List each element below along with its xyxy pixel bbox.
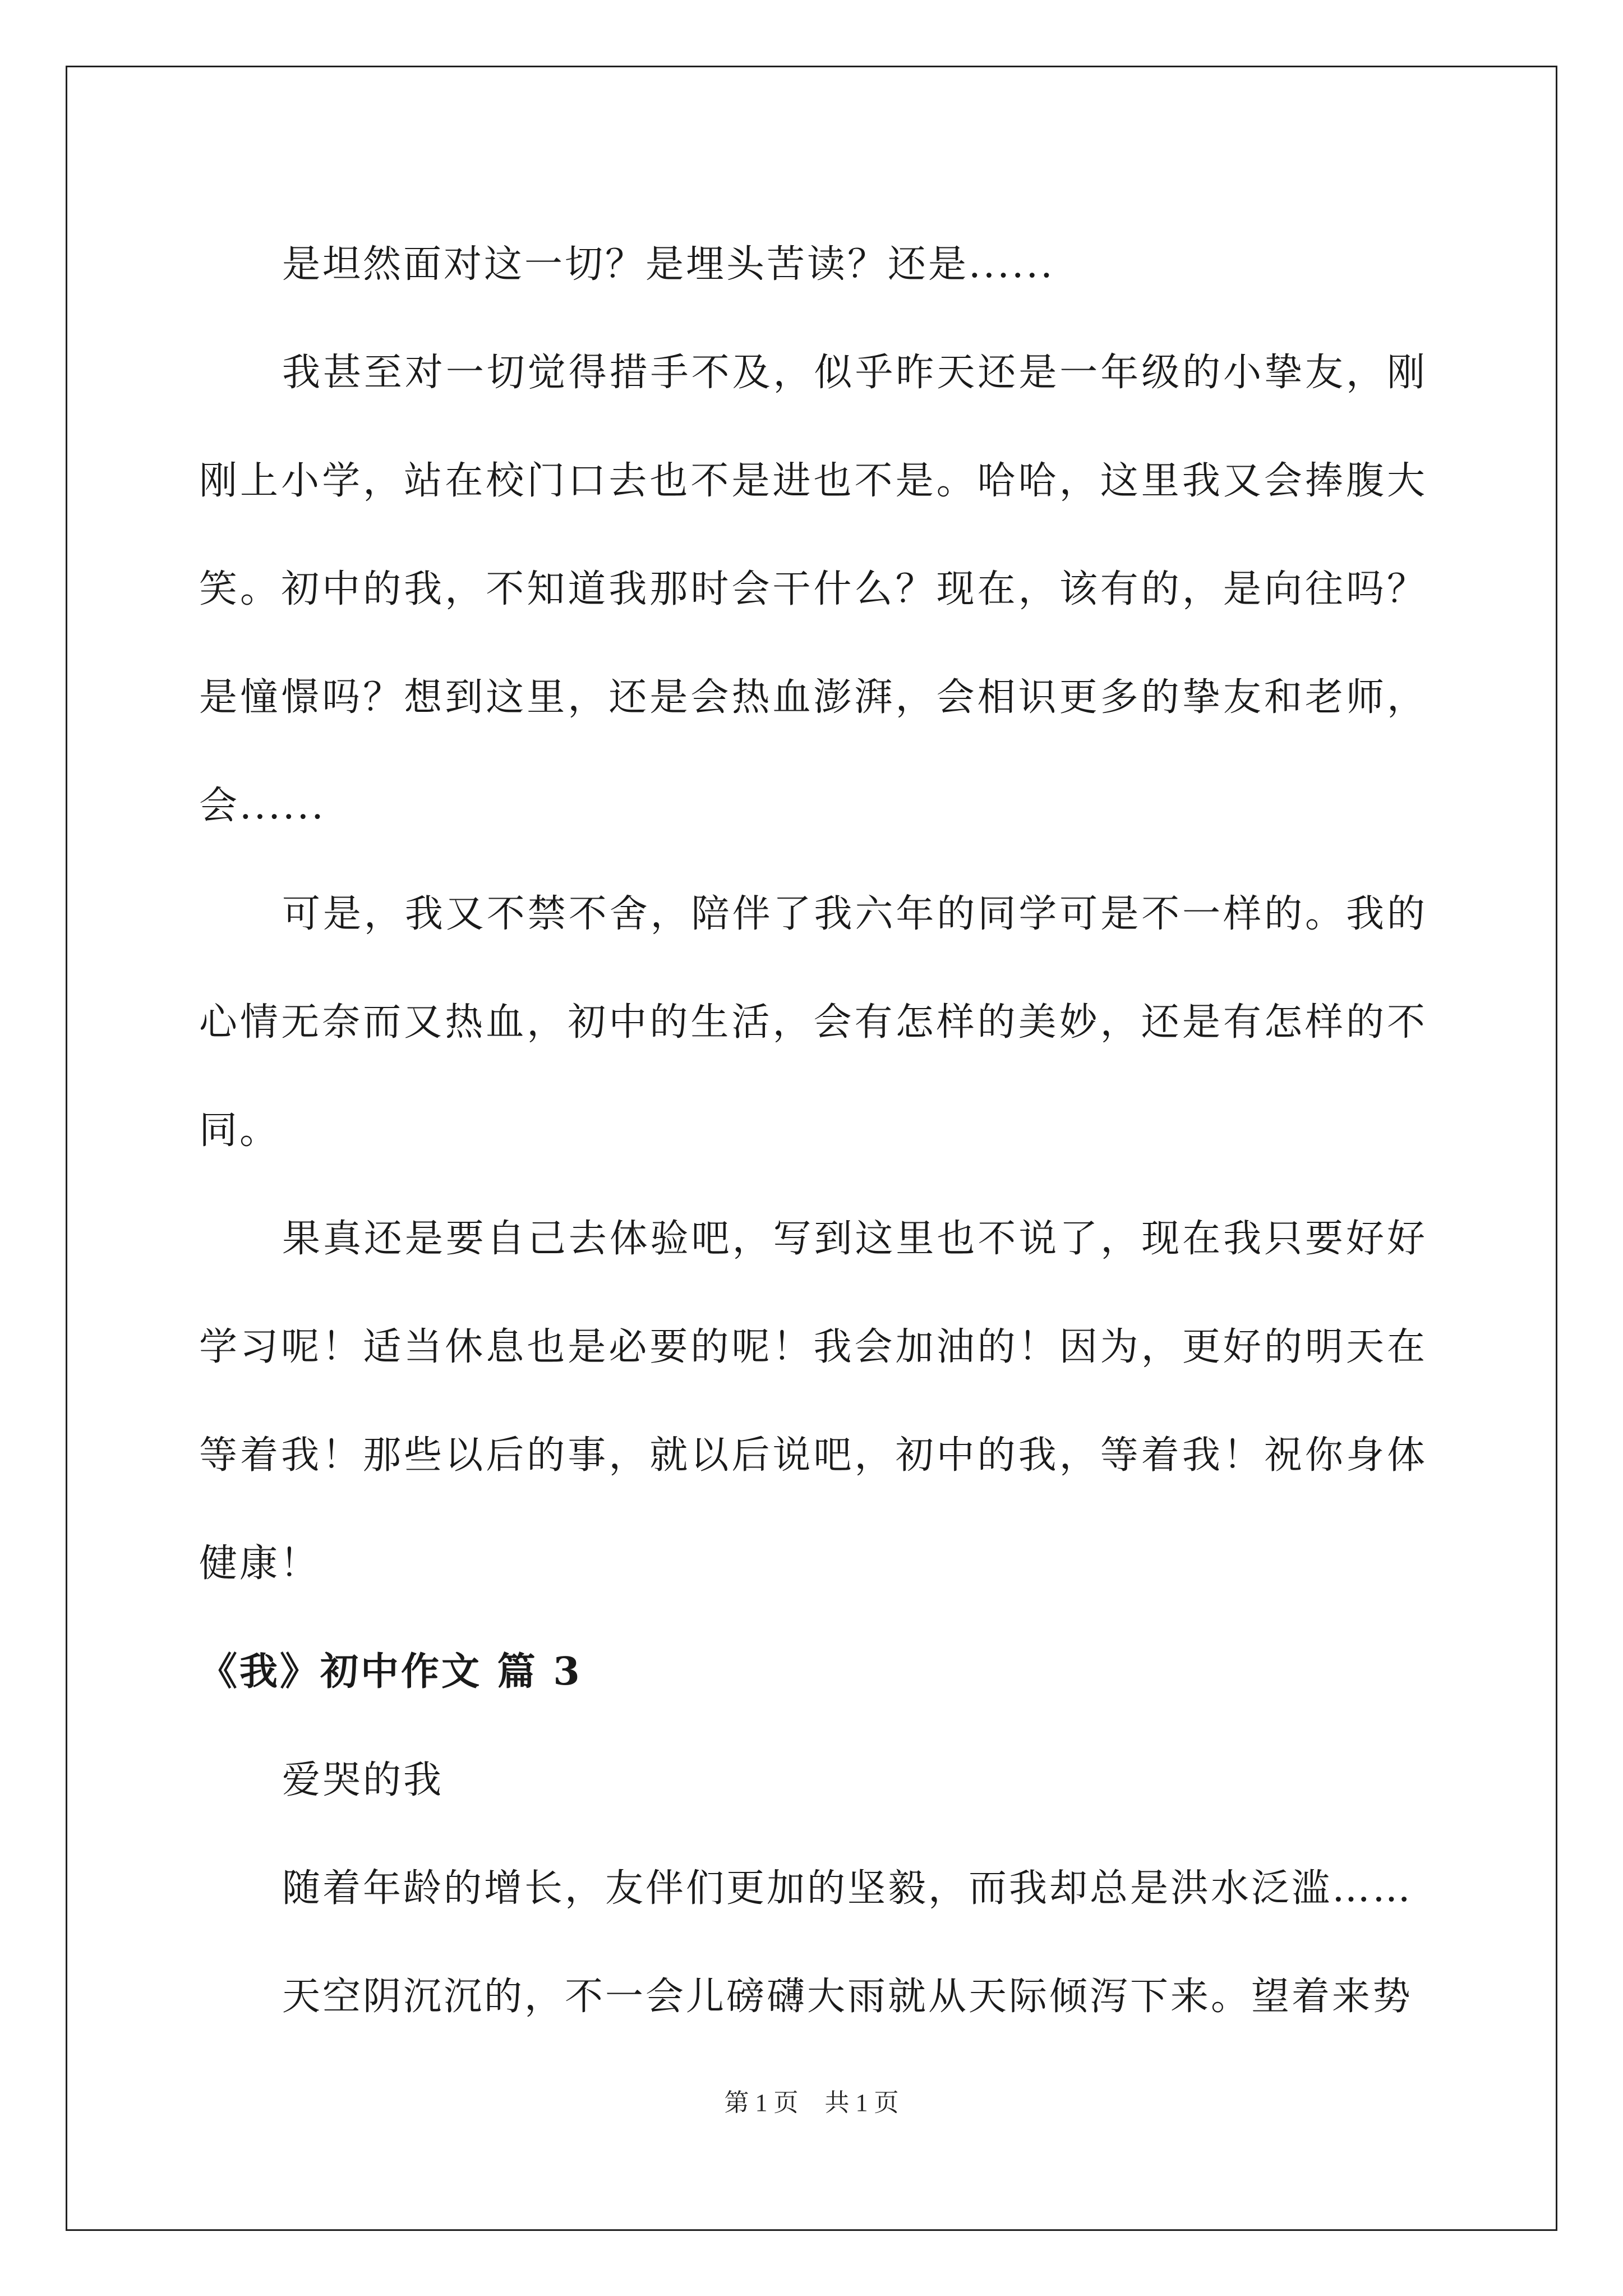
paragraph-3: 可是，我又不禁不舍，陪伴了我六年的同学可是不一样的。我的心情无奈而又热血，初中的生活，会有怎样的美妙，还是有怎样的不同。 [199,892,1427,1153]
page-footer [0,2082,1623,2118]
paragraph-4: 果真还是要自己去体验吧，写到这里也不说了，现在我只要好好学习呢！适当休息也是必要的呢！我会加油的！因为，更好的明天在等着我！那些以后的事，就以后说吧，初中的我，等着我！祝你身体健康！ [199,1217,1427,1586]
paragraph-2: 我甚至对一切觉得措手不及，似乎昨天还是一年级的小挚友，刚刚上小学，站在校门口去也不是进也不是。哈哈，这里我又会捧腹大笑。初中的我，不知道我那时会干什么？现在，该有的，是向往吗？是憧憬吗？想到这里，还是会热血澎湃，会相识更多的挚友和老师，会...... [199,351,1427,828]
section-paragraph-1: 随着年龄的增长，友伴们更加的坚毅，而我却总是洪水泛滥…… [282,1866,1413,1911]
page-number-current: 第 1 页 [724,2089,799,2116]
section-paragraph-2: 天空阴沉沉的，不一会儿磅礴大雨就从天际倾泻下来。望着来势 [282,1975,1413,2019]
section-heading: 《我》初中作文 篇 3 [199,1649,582,1694]
essay-title: 爱哭的我 [282,1758,444,1802]
page-number-total: 共 1 页 [824,2089,899,2116]
paragraph-1: 是坦然面对这一切？是埋头苦读？还是...... [282,242,1055,287]
document-body [199,210,1427,2051]
